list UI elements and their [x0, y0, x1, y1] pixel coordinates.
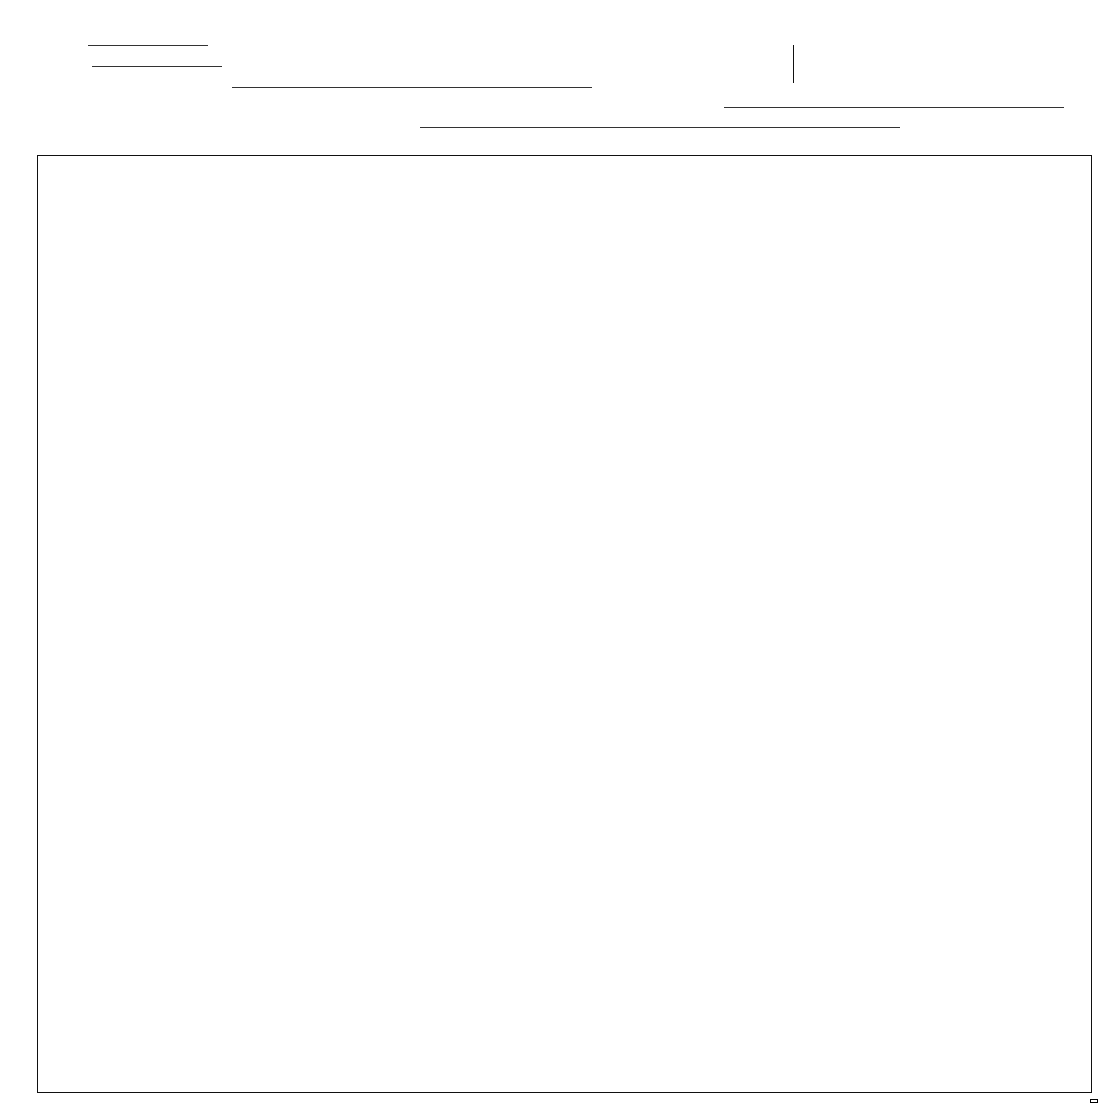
population-table: [37, 155, 1092, 1093]
institution-line: [724, 107, 1064, 108]
township-value: [232, 87, 592, 88]
state-value: [88, 45, 208, 46]
county-value: [92, 66, 222, 67]
copyright-notice: [1090, 1099, 1098, 1103]
district-box-line: [793, 45, 794, 83]
enumerator-name: [612, 127, 802, 128]
